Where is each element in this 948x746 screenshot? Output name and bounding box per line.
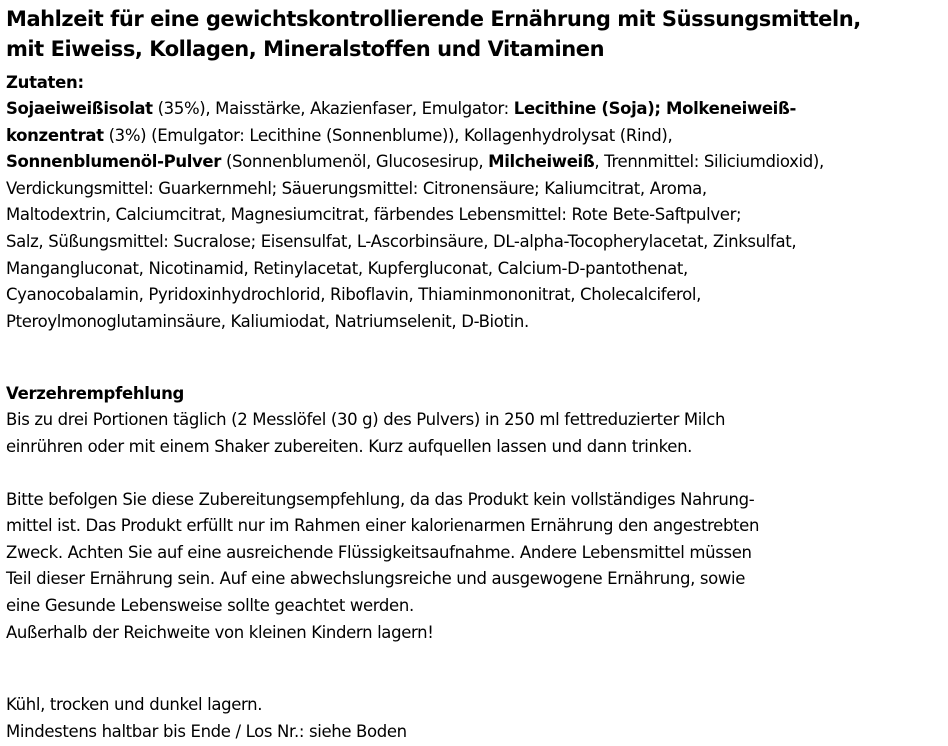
ingredient-text: (Sonnenblumenöl, Glucosesirup,	[221, 152, 489, 172]
product-title-line-1: Mahlzeit für eine gewichtskontrollierende Ernährung mit Süssungsmitteln,	[6, 7, 861, 31]
spacer	[6, 646, 942, 692]
ingredient-highlight: konzentrat	[6, 125, 104, 145]
product-label	[6, 4, 942, 745]
notice-line: Teil dieser Ernährung sein. Auf eine abwechslungsreiche und ausgewogene Ernährung, sowie	[6, 569, 746, 589]
ingredient-highlight: Milcheiweiß	[488, 152, 595, 172]
notice-line: Bitte befolgen Sie diese Zubereitungsempfehlung, da das Produkt kein vollständiges Nahrung-	[6, 489, 755, 509]
notice-line: mittel ist. Das Produkt erfüllt nur im Rahmen einer kalorienarmen Ernährung den angestrebten	[6, 516, 760, 536]
ingredients-list	[6, 96, 942, 335]
ingredients-line	[6, 229, 942, 256]
ingredient-text: Pteroylmonoglutaminsäure, Kaliumiodat, Natriumselenit, D-Biotin.	[6, 311, 529, 331]
ingredients-line	[6, 256, 942, 283]
ingredient-text: (3%) (Emulgator: Lecithine (Sonnenblume)), Kollagenhydrolysat (Rind),	[103, 125, 673, 145]
ingredient-text: Mangangluconat, Nicotinamid, Retinylacetat, Kupfergluconat, Calcium-D-pantothenat,	[6, 258, 688, 278]
spacer	[6, 461, 942, 487]
ingredients-line	[6, 96, 942, 123]
ingredients-line	[6, 282, 942, 309]
ingredient-text: Maltodextrin, Calciumcitrat, Magnesiumcitrat, färbendes Lebensmittel: Rote Bete-Saftpulver;	[6, 205, 742, 225]
ingredient-text: (35%), Maisstärke, Akazienfaser, Emulgator:	[152, 99, 514, 118]
ingredients-line	[6, 176, 942, 203]
ingredient-highlight: Lecithine (Soja); Molkeneiweiß-	[513, 99, 797, 118]
spacer	[6, 335, 942, 381]
children-warning: Außerhalb der Reichweite von kleinen Kindern lagern!	[6, 622, 434, 642]
ingredients-line	[6, 149, 942, 176]
ingredient-text: Cyanocobalamin, Pyridoxinhydrochlorid, Riboflavin, Thiaminmononitrat, Cholecalciferol,	[6, 285, 701, 305]
ingredient-text: , Trennmittel: Siliciumdioxid),	[594, 152, 824, 172]
ingredient-text: Verdickungsmittel: Guarkernmehl; Säuerungsmittel: Citronensäure; Kaliumcitrat, Aroma,	[6, 178, 707, 198]
notice-line: Zweck. Achten Sie auf eine ausreichende Flüssigkeitsaufnahme. Andere Lebensmittel müssen	[6, 542, 752, 562]
product-title-line-2: mit Eiweiss, Kollagen, Mineralstoffen und Vitaminen	[6, 37, 605, 61]
recommendation-heading: Verzehrempfehlung	[6, 384, 185, 404]
ingredient-highlight: Sonnenblumenöl-Pulver	[6, 152, 222, 172]
ingredient-text: Salz, Süßungsmittel: Sucralose; Eisensulfat, L-Ascorbinsäure, DL-alpha-Tocopherylacetat, Zinksulfat,	[6, 231, 797, 251]
ingredient-highlight: Sojaeiweißisolat	[6, 99, 153, 118]
ingredients-heading: Zutaten:	[6, 73, 84, 92]
storage-instruction: Kühl, trocken und dunkel lagern.	[6, 695, 263, 715]
notice-line: eine Gesunde Lebensweise sollte geachtet werden.	[6, 595, 414, 615]
recommendation-line: einrühren oder mit einem Shaker zubereiten. Kurz aufquellen lassen und dann trinken.	[6, 436, 693, 456]
best-before-note: Mindestens haltbar bis Ende / Los Nr.: siehe Boden	[6, 721, 407, 741]
recommendation-line: Bis zu drei Portionen täglich (2 Messlöfel (30 g) des Pulvers) in 250 ml fettreduzierter Milch	[6, 410, 726, 430]
ingredients-line	[6, 202, 942, 229]
ingredients-line	[6, 123, 942, 150]
ingredients-line	[6, 309, 942, 336]
